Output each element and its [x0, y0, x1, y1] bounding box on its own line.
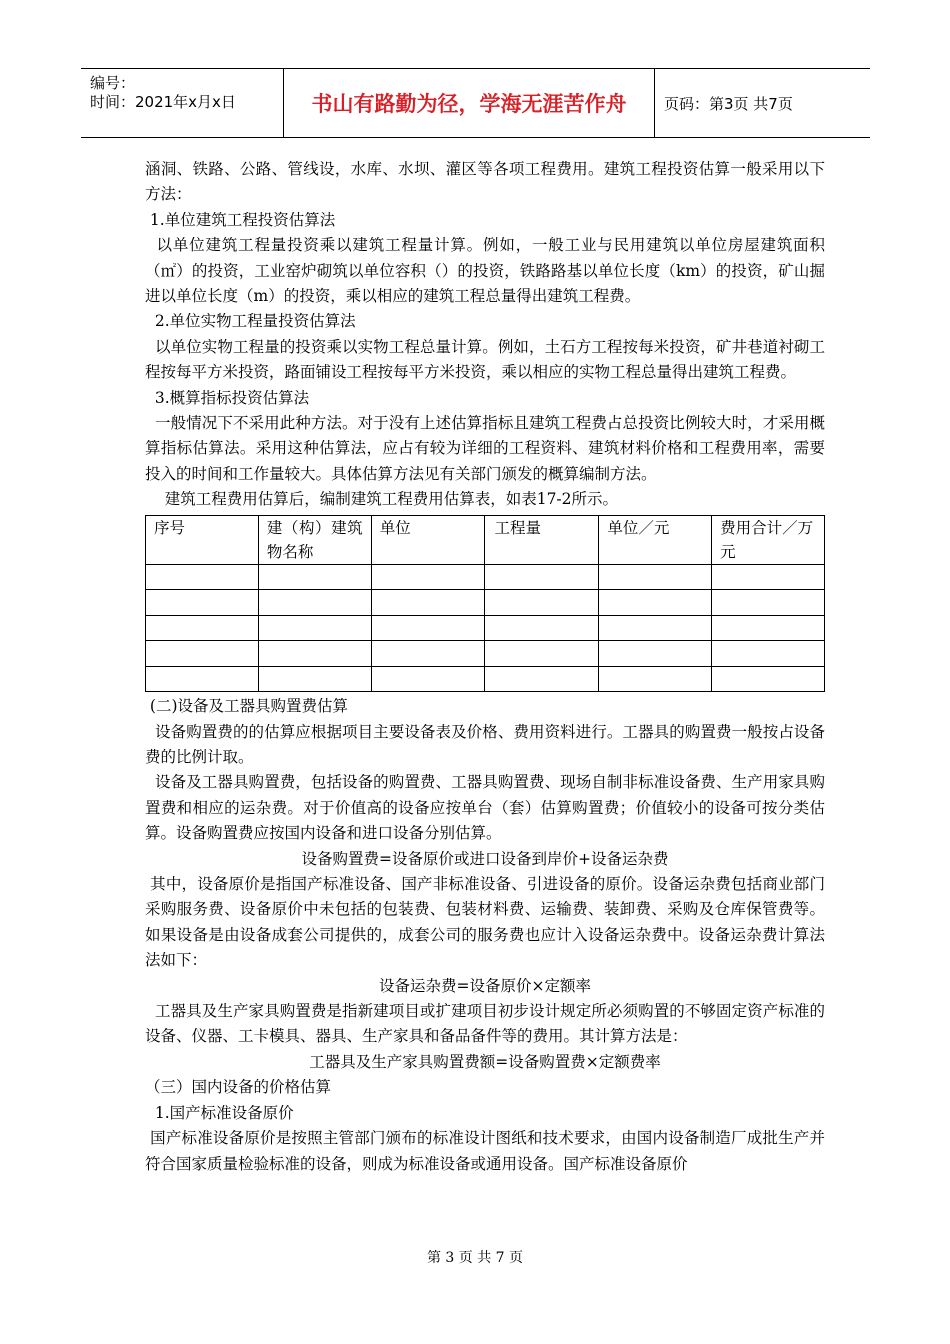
page-footer: 第 3 页 共 7 页: [426, 1250, 524, 1266]
table-cell: [599, 590, 712, 616]
table-cell: [599, 615, 712, 641]
paragraph: 以单位实物工程量的投资乘以实物工程总量计算。例如，土石方工程按每米投资，矿井巷道衬砌工程按每平方米投资，路面铺设工程按每平方米投资，乘以相应的实物工程总量得出建筑工程费。: [145, 337, 825, 382]
cost-estimate-table: [145, 515, 825, 693]
table-cell: [371, 666, 484, 692]
table-cell: [712, 666, 825, 692]
header-motto: 书山有路勤为径，学海无涯苦作舟: [284, 69, 655, 137]
header-meta: [81, 69, 284, 137]
table-cell: [484, 641, 599, 667]
table-cell: [371, 615, 484, 641]
number-label: 编号：: [90, 74, 136, 92]
formula: 设备运杂费=设备原价×定额率: [379, 976, 591, 995]
table-header-cell: 序号: [146, 515, 259, 564]
paragraph: 其中，设备原价是指国产标准设备、国产非标准设备、引进设备的原价。设备运杂费包括商业部门采购服务费、设备原价中未包括的包装费、包装材料费、运输费、装卸费、采购及仓库保管费等。如果设备是由设备成套公司提供的，成套公司的服务费也应计入设备运杂费中。设备运杂费计算法法如下：: [145, 875, 825, 970]
table-cell: [258, 641, 371, 667]
table-cell: [712, 615, 825, 641]
section-heading: 1.单位建筑工程投资估算法: [145, 210, 336, 229]
table-cell: [258, 590, 371, 616]
table-cell: [599, 564, 712, 590]
table-cell: [484, 666, 599, 692]
table-cell: [371, 590, 484, 616]
section-heading: 3.概算指标投资估算法: [145, 388, 310, 407]
table-cell: [712, 641, 825, 667]
table-cell: [146, 564, 259, 590]
paragraph: 设备及工器具购置费，包括设备的购置费、工器具购置费、现场自制非标准设备费、生产用家具购置费和相应的运杂费。对于价值高的设备应按单台（套）估算购置费；价值较小的设备可按分类估算。设备购置费应按国内设备和进口设备分别估算。: [145, 773, 825, 843]
table-intro: 建筑工程费用估算后，编制建筑工程费用估算表，如表17-2所示。: [145, 490, 619, 509]
table-cell: [258, 666, 371, 692]
paragraph: 国产标准设备原价是按照主管部门颁布的标准设计图纸和技术要求，由国内设备制造厂成批生产并符合国家质量检验标准的设备，则成为标准设备或通用设备。国产标准设备原价: [145, 1129, 825, 1173]
table-cell: [146, 615, 259, 641]
formula: 工器具及生产家具购置费额=设备购置费×定额费率: [309, 1052, 661, 1071]
table-header-cell: 费用合计／万元: [712, 515, 825, 564]
table-row: [146, 564, 825, 590]
paragraph: 以单位建筑工程量投资乘以建筑工程量计算。例如，一般工业与民用建筑以单位房屋建筑面积（㎡）的投资，工业窑炉砌筑以单位容积（）的投资，铁路路基以单位长度（km）的投资，矿山掘进以单位长度（m）的投资，乘以相应的建筑工程总量得出建筑工程费。: [145, 236, 825, 306]
paragraph: 设备购置费的的估算应根据项目主要设备表及价格、费用资料进行。工器具的购置费一般按占设备费的比例计取。: [145, 722, 825, 766]
table-header-cell: 单位: [371, 515, 484, 564]
header-page-info: 页码：第3页 共7页: [664, 94, 793, 113]
table-cell: [712, 590, 825, 616]
section-heading: 2.单位实物工程量投资估算法: [145, 312, 356, 331]
table-cell: [712, 564, 825, 590]
section-heading: (二)设备及工器具购置费估算: [145, 697, 349, 716]
document-header: [81, 68, 870, 138]
table-cell: [146, 641, 259, 667]
paragraph: 涵洞、铁路、公路、管线设，水库、水坝、灌区等各项工程费用。建筑工程投资估算一般采用以下方法：: [145, 160, 825, 204]
table-cell: [371, 641, 484, 667]
table-header-cell: 单位／元: [599, 515, 712, 564]
table-cell: [146, 590, 259, 616]
date-line: 时间：2021年x月x日: [90, 93, 236, 111]
table-row: [146, 590, 825, 616]
table-header-cell: 工程量: [484, 515, 599, 564]
formula: 设备购置费=设备原价或进口设备到岸价+设备运杂费: [301, 849, 669, 868]
table-row: [146, 615, 825, 641]
table-cell: [599, 666, 712, 692]
table-header-row: [146, 515, 825, 564]
table-cell: [484, 590, 599, 616]
section-heading: （三）国内设备的价格估算: [145, 1078, 332, 1097]
table-cell: [484, 564, 599, 590]
table-cell: [484, 615, 599, 641]
table-cell: [258, 615, 371, 641]
table-cell: [258, 564, 371, 590]
table-cell: [371, 564, 484, 590]
table-cell: [146, 666, 259, 692]
paragraph: 一般情况下不采用此种方法。对于没有上述估算指标且建筑工程费占总投资比例较大时，才采用概算指标估算法。采用这种估算法，应占有较为详细的工程资料、建筑材料价格和工程费用率，需要投入的时间和工作量较大。具体估算方法见有关部门颁发的概算编制方法。: [145, 414, 825, 483]
section-heading: 1.国产标准设备原价: [145, 1103, 294, 1122]
table-cell: [599, 641, 712, 667]
document-body: [145, 157, 825, 1177]
paragraph: 工器具及生产家具购置费是指新建项目或扩建项目初步设计规定所必须购置的不够固定资产标准的设备、仪器、工卡模具、器具、生产家具和备品备件等的费用。其计算方法是：: [145, 1002, 825, 1046]
table-row: [146, 666, 825, 692]
table-row: [146, 641, 825, 667]
table-header-cell: 建（构）建筑物名称: [258, 515, 371, 564]
